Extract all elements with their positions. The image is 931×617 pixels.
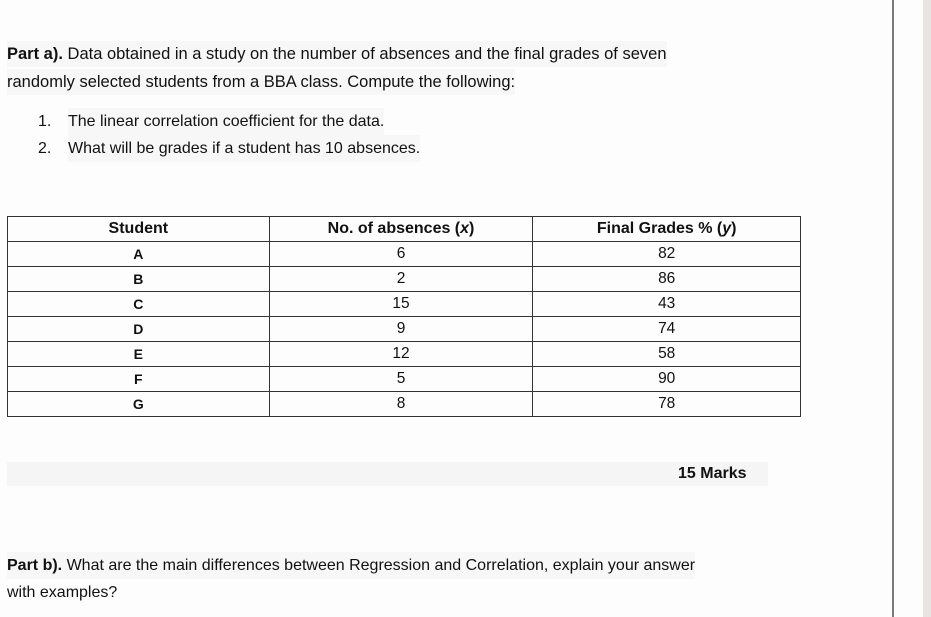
part-a-intro-line1: Part a). Data obtained in a study on the number of absences and the final grades of seven: [7, 41, 667, 67]
table-row: G 8 78: [8, 392, 801, 417]
table-header-row: [8, 217, 801, 242]
table-row: E 12 58: [8, 342, 801, 367]
header-student: Student: [8, 217, 270, 242]
page-edge-divider: [892, 0, 894, 617]
task-item: 2. What will be grades if a student has 10 absences.: [38, 135, 420, 162]
part-b-question: Part b). What are the main differences between Regression and Correlation, explain your answer with examples?: [7, 552, 807, 606]
task-list: [38, 108, 420, 162]
marks-label: 15 Marks: [678, 465, 747, 482]
table-row: C 15 43: [8, 292, 801, 317]
part-b-label: Part b).: [7, 557, 63, 574]
marks-highlight-bar: [7, 462, 768, 486]
table-row: D 9 74: [8, 317, 801, 342]
table-row: A 6 82: [8, 242, 801, 267]
scrollbar-track[interactable]: [923, 0, 931, 617]
header-absences: No. of absences (x): [269, 217, 533, 242]
table-row: B 2 86: [8, 267, 801, 292]
table-row: F 5 90: [8, 367, 801, 392]
part-a-label: Part a).: [7, 45, 63, 63]
task-item: 1. The linear correlation coefficient for the data.: [38, 108, 420, 135]
header-grades: Final Grades % (y): [533, 217, 801, 242]
part-a-intro-line2: randomly selected students from a BBA class. Compute the following:: [7, 69, 515, 95]
data-table: [7, 216, 801, 417]
